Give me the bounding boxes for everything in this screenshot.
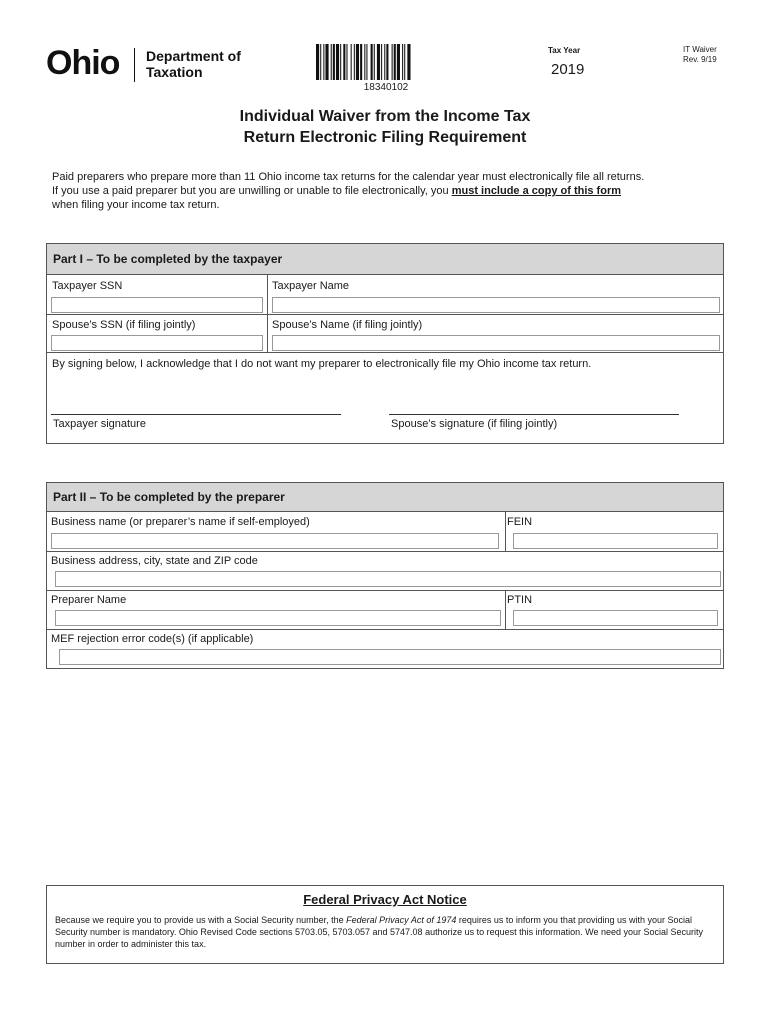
barcode-bar <box>407 44 410 80</box>
barcode-bar <box>354 44 355 80</box>
part-2-row-divider-1 <box>47 551 723 552</box>
business-address-label: Business address, city, state and ZIP code <box>51 555 258 567</box>
mef-rejection-label: MEF rejection error code(s) (if applicable) <box>51 633 254 645</box>
spouse-ssn-input[interactable] <box>51 335 263 351</box>
barcode-bar <box>366 44 367 80</box>
barcode-number: 18340102 <box>363 82 409 93</box>
barcode-bar <box>374 44 375 80</box>
barcode <box>316 44 456 80</box>
preparer-name-input[interactable] <box>55 610 501 626</box>
ptin-label: PTIN <box>507 594 533 606</box>
barcode-bar <box>323 44 324 80</box>
barcode-bar <box>392 44 393 80</box>
spouse-name-input[interactable] <box>272 335 720 351</box>
part-1-section <box>46 243 724 444</box>
barcode-bar <box>325 44 328 80</box>
barcode-bar <box>384 44 385 80</box>
tax-year-value: 2019 <box>551 61 585 78</box>
taxpayer-signature-label: Taxpayer signature <box>53 418 146 430</box>
taxpayer-signature-line[interactable] <box>51 414 341 415</box>
spouse-signature-line[interactable] <box>389 414 679 415</box>
logo-divider <box>134 48 135 82</box>
department-line-2: Taxation <box>146 64 203 80</box>
intro-emphasis: must include a copy of this form <box>451 185 621 197</box>
barcode-bar <box>356 44 359 80</box>
acknowledgement-text: By signing below, I acknowledge that I do not want my preparer to electronically file my Ohio income tax return. <box>52 358 592 370</box>
form-title-line-2: Return Electronic Filing Requirement <box>243 129 527 146</box>
part-2-heading: Part II – To be completed by the preparer <box>47 483 723 512</box>
barcode-bar <box>381 44 382 80</box>
barcode-bar <box>320 44 321 80</box>
taxpayer-ssn-input[interactable] <box>51 297 263 313</box>
business-name-label: Business name (or preparer’s name if self-employed) <box>51 516 310 528</box>
form-revision: Rev. 9/19 <box>683 55 717 64</box>
privacy-act-name: Federal Privacy Act of 1974 <box>346 915 457 925</box>
barcode-bar <box>404 44 405 80</box>
form-identifier <box>683 45 717 65</box>
barcode-bar <box>316 44 319 80</box>
form-title-line-1: Individual Waiver from the Income Tax <box>239 108 531 125</box>
privacy-notice-text <box>55 914 719 950</box>
barcode-bar <box>360 44 362 80</box>
privacy-text-start: Because we require you to provide us with a Social Security number, the <box>55 915 347 925</box>
barcode-bar <box>402 44 403 80</box>
department-name <box>146 48 241 80</box>
barcode-bar <box>351 44 352 80</box>
barcode-bar <box>364 44 365 80</box>
barcode-bar <box>333 44 335 80</box>
barcode-bar <box>336 44 339 80</box>
ptin-column-divider <box>505 590 506 629</box>
part-2-row-divider-2 <box>47 590 723 591</box>
taxpayer-name-input[interactable] <box>272 297 720 313</box>
barcode-bar <box>346 44 347 80</box>
spouse-ssn-label: Spouse’s SSN (if filing jointly) <box>52 319 196 331</box>
barcode-bar <box>397 44 400 80</box>
ohio-logo: Ohio <box>46 44 120 82</box>
barcode-bar <box>377 44 380 80</box>
business-address-input[interactable] <box>55 571 721 587</box>
business-name-input[interactable] <box>51 533 499 549</box>
tax-year-label: Tax Year <box>548 46 581 55</box>
intro-sentence-2-end: when filing your income tax return. <box>52 199 220 211</box>
part-1-row-divider-1 <box>47 314 723 315</box>
department-line-1: Department of <box>146 48 241 64</box>
part-2-row-divider-3 <box>47 629 723 630</box>
mef-rejection-input[interactable] <box>59 649 721 665</box>
intro-sentence-2-start: If you use a paid preparer but you are unwilling or unable to file electronically, you <box>52 185 452 197</box>
barcode-bar <box>371 44 373 80</box>
privacy-notice <box>46 885 724 964</box>
spouse-signature-label: Spouse’s signature (if filing jointly) <box>391 418 558 430</box>
privacy-notice-title: Federal Privacy Act Notice <box>303 892 467 907</box>
intro-paragraph <box>52 170 722 212</box>
taxpayer-name-label: Taxpayer Name <box>272 280 350 292</box>
spouse-name-label: Spouse’s Name (if filing jointly) <box>272 319 423 331</box>
barcode-bar <box>340 44 341 80</box>
fein-input[interactable] <box>513 533 718 549</box>
barcode-bar <box>386 44 388 80</box>
taxpayer-ssn-label: Taxpayer SSN <box>52 280 123 292</box>
fein-column-divider <box>505 512 506 551</box>
barcode-bar <box>394 44 396 80</box>
part-1-heading: Part I – To be completed by the taxpayer <box>47 244 723 275</box>
preparer-name-label: Preparer Name <box>51 594 127 606</box>
intro-sentence-1: Paid preparers who prepare more than 11 Ohio income tax returns for the calendar year must electronically file all returns. <box>52 171 645 183</box>
ptin-input[interactable] <box>513 610 718 626</box>
privacy-text-end: requires us to inform you that providing us with your Social Security number is mandatory. Ohio Revised Code sections 5703.05, 5703.057 and 5747.08 authorize us to request this information. We need your Social Security number in order to administer this tax. <box>55 915 704 949</box>
part-2-section <box>46 482 724 669</box>
fein-label: FEIN <box>507 516 533 528</box>
intro-sentence-2 <box>52 184 722 198</box>
form-title <box>0 106 770 148</box>
barcode-bar <box>331 44 332 80</box>
form-id: IT Waiver <box>683 45 717 54</box>
part-1-row-divider-2 <box>47 352 723 353</box>
barcode-bar <box>343 44 345 80</box>
